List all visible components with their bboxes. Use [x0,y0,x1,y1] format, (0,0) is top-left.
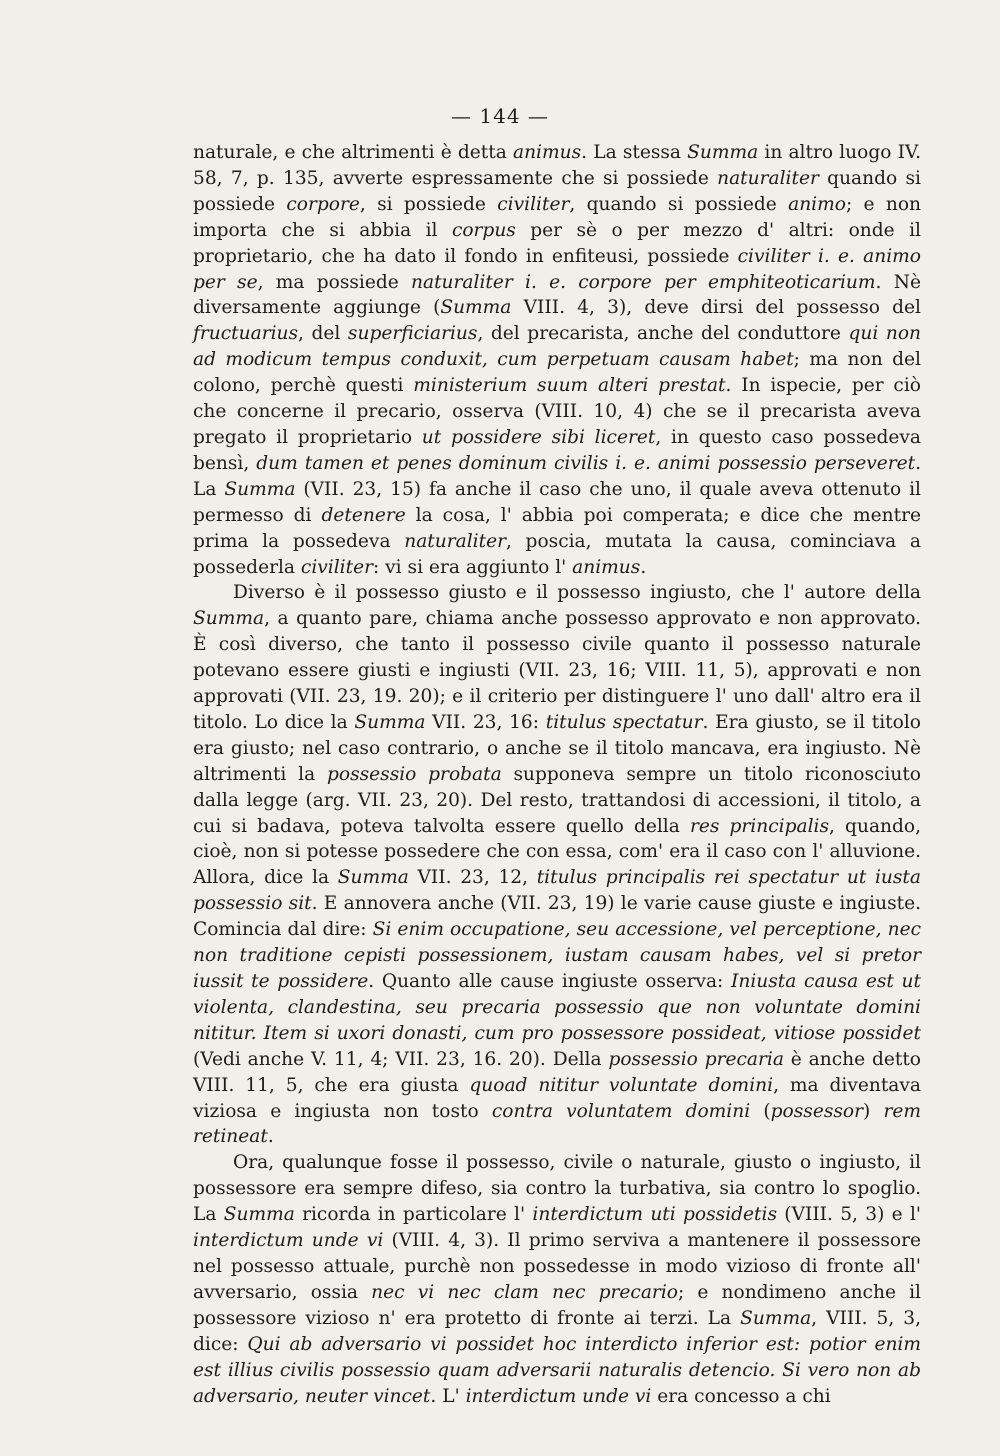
text-run: . La stessa [581,142,688,163]
italic-run: ministerium suum alteri prestat [413,375,726,397]
italic-run: superficiarius [347,323,478,345]
italic-run: ut possidere sibi liceret [421,426,656,448]
italic-run: rem retineat [193,1100,922,1148]
text-run: , quando, cioè, non si potesse possedere che con essa, com' era il caso con l' alluvione. Allora, dice la [193,815,922,889]
paragraph [193,580,921,1150]
text-run: la cosa, l' abbia poi comperata; e dice che mentre prima la possedeva [193,504,921,552]
text-run: naturale, e che altrimenti è detta [193,142,513,163]
text-run: , in questo caso possedeva bensì, [193,426,922,474]
text-run: ; e nondimeno anche il possessore vizioso n' era protetto di fronte ai terzi. La [193,1281,921,1329]
text-run: . L' [430,1385,466,1407]
italic-run: animus [572,556,641,578]
italic-run: interdictum unde vi [193,1230,384,1252]
text-run: . Nè diversamente aggiunge ( [193,271,921,319]
text-run: VIII. 4, 3), deve dirsi del possesso del [511,297,921,319]
italic-run: naturaliter [717,167,819,189]
italic-run: naturaliter [404,530,506,552]
text-run: . [267,1126,274,1148]
text-run: in altro luogo IV. 58, 7, p. 135, avverte espressamente che si possiede [193,142,922,189]
italic-run: civiliter [300,556,373,578]
italic-run: possessor [770,1100,864,1122]
italic-run: animo [788,193,846,215]
italic-run: civiliter [497,193,570,215]
text-run: , si possiede [359,193,498,215]
paragraph [193,140,921,580]
text-run: (VIII. 5, 3) e l' [777,1204,921,1226]
italic-run: titulus principalis rei spectatur ut iusta possessio sit [193,867,921,915]
text-run: ( [750,1100,771,1122]
text-run: ) [863,1100,884,1122]
italic-run: Si enim occupatione, seu accessione, vel perceptione, nec non traditione cepisti possessionem, iustam causam habes, vel si pretor iussit te possidere [193,919,922,992]
italic-run: Summa [223,1204,295,1226]
text-run: ; ma non del colono, perchè questi [193,349,921,397]
italic-run: Summa [740,1307,812,1329]
italic-run: Summa [440,297,512,319]
italic-run: Summa [354,711,426,733]
italic-run: contra voluntatem domini [491,1100,751,1122]
italic-run: quoad nititur voluntate domini [469,1074,774,1096]
text-run: supponeva sempre un titolo riconosciuto dalla legge (arg. VII. 23, 20). Del resto, trattandosi di accessioni, il titolo, a cui si badava, poteva talvolta essere quello della [193,763,921,837]
page-number: — 144 — [451,104,549,128]
text-run: Ora, qualunque fosse il possesso, civile o naturale, giusto o ingiusto, il possessore era sempre difeso, sia contro la turbativa, sia contro lo spoglio. La [193,1152,921,1226]
text-run: (Vedi anche V. 11, 4; VII. 23, 16. 20). Della [193,1048,609,1070]
italic-run: fructuarius [193,323,299,345]
italic-run: corpore [286,193,360,215]
italic-run: interdictum uti possidetis [532,1204,778,1226]
text-run: quando si possiede [193,167,921,215]
text-run: . E annovera anche (VII. 23, 19) le varie cause giuste e ingiuste. Comincia dal dire: [193,893,921,941]
italic-run: Summa [687,142,759,163]
italic-run: corpus [451,219,516,241]
text-run: (VIII. 4, 3). Il primo serviva a mantenere il possessore nel possesso attuale, purchè non possedesse in modo vizioso di fronte all' avversario, ossia [193,1230,922,1303]
text-run: Diverso è il possesso giusto e il possesso ingiusto, che l' autore della [233,582,921,604]
text-run: era concesso a chi [651,1385,831,1407]
italic-run: naturaliter i. e. corpore per emphiteoticarium [411,271,876,293]
italic-run: possessio precaria [608,1048,784,1070]
italic-run: dum tamen et penes dominum civilis i. e. animi possessio perseveret [256,452,916,474]
italic-run: Qui ab adversario vi possidet hoc interdicto inferior est: potior enim est illius civilis possessio quam adversarii naturalis detencio. Si vero non ab adversario, neuter vincet [193,1333,921,1407]
text-run: : vi si era aggiunto l' [373,556,573,578]
italic-run: interdictum unde vi [465,1385,652,1407]
text-run: . In ispecie, per ciò che concerne il precario, osserva (VIII. 10, 4) che se il precarista aveva pregato il proprietario [193,375,921,448]
text-run: . La [193,452,921,500]
italic-run: possessio probata [326,763,502,785]
italic-run: Summa [193,608,265,630]
italic-run: animus [513,142,582,163]
italic-run: Summa [224,478,296,500]
italic-run: titulus spectatur [545,711,703,733]
text-run: , a quanto pare, chiama anche possesso approvato e non approvato. È così diverso, che tanto il possesso civile quanto il possesso naturale potevano essere giusti e ingiusti (VII. 23, 16; VIII. 11, 5), approvati e non approvati (VII. 23, 19. 20); e il criterio per distinguere l' uno dall' altro era il titolo. Lo dice la [193,608,921,733]
italic-run: detenere [321,504,406,526]
italic-run: civiliter i. e. animo per se [193,245,922,293]
italic-run: qui non ad modicum tempus conduxit, cum perpetuam causam habet [193,323,921,371]
italic-run: Summa [337,867,409,889]
text-run: (VII. 23, 15) fa anche il caso che uno, il quale aveva ottenuto il permesso di [193,478,921,526]
italic-run: Iniusta causa est ut violenta, clandestina, seu precaria possessio que non voluntate domini nititur. Item si uxori donasti, cum pro possessore possideat, vitiose possidet [193,971,921,1044]
text-run: è anche detto VIII. 11, 5, che era giusta [193,1048,921,1096]
text-run: ricorda in particolare l' [294,1204,533,1226]
text-run: . Era giusto, se il titolo era giusto; nel caso contrario, o anche se il titolo mancava, era ingiusto. Nè altrimenti la [193,711,921,785]
text-run: , del [298,323,348,345]
text-run: VII. 23, 16: [425,711,546,733]
text-run: , ma diventava viziosa e ingiusta non tosto [193,1074,921,1122]
text-run: VII. 23, 12, [408,867,537,889]
italic-run: res principalis [689,815,830,837]
text-run: , ma possiede [257,271,412,293]
text-run: . Quanto alle cause ingiuste osserva: [368,971,732,992]
text-run: ; e non importa che si abbia il [193,193,922,241]
text-run: per sè o per mezzo d' altri: onde il proprietario, che ha dato il fondo in enfiteusi, possiede [193,219,921,267]
text-run: , del precarista, anche del conduttore [477,323,849,345]
text-run: . [640,556,647,578]
text-run: , quando si possiede [569,193,789,215]
text-run: , poscia, mutata la causa, cominciava a possederla [193,530,921,578]
paragraph [193,1150,921,1409]
body-text [193,140,921,1409]
text-run: , VIII. 5, 3, dice: [193,1307,921,1355]
italic-run: nec vi nec clam nec precario [371,1281,678,1303]
